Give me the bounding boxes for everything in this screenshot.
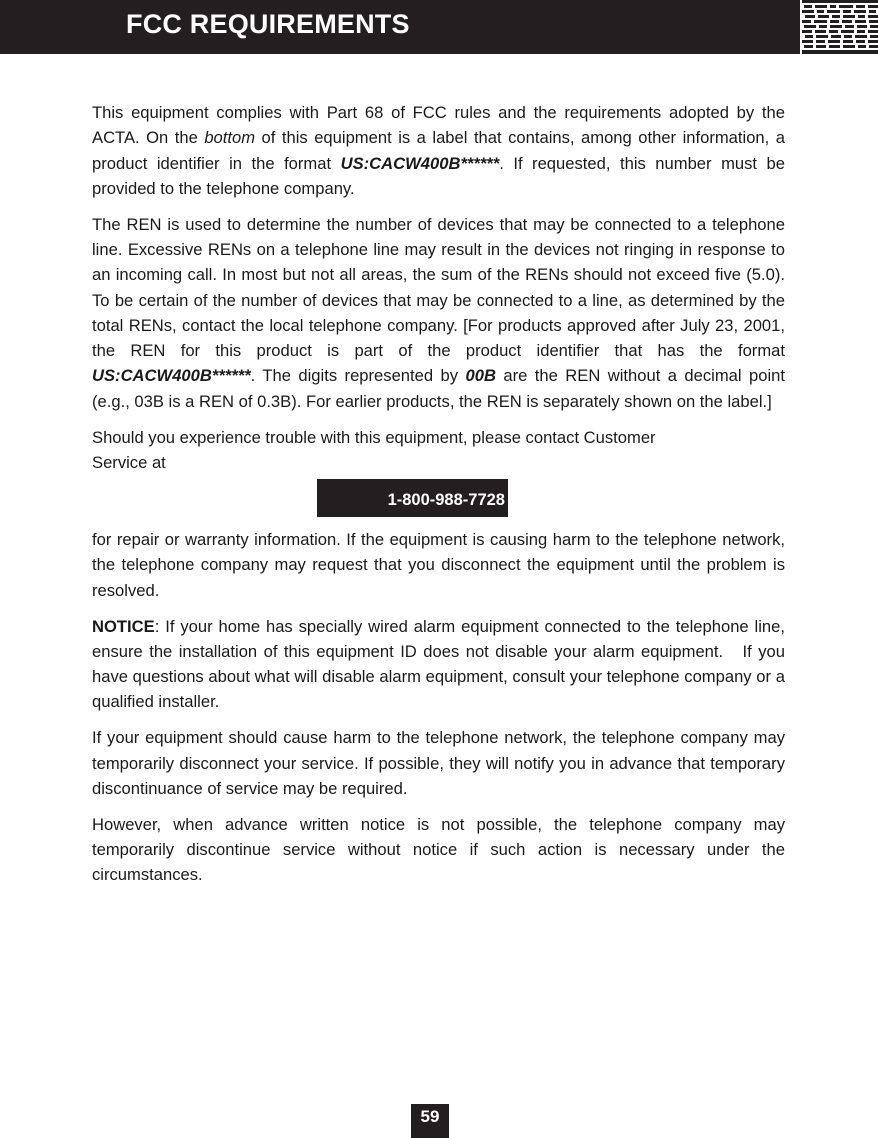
product-identifier: US:CACW400B****** [92,366,251,386]
paragraph-notice [92,614,790,715]
text: Service at [92,452,166,472]
checker-pattern-icon [802,0,878,54]
text: . If requested, this number must be provided to the telephone company. [92,153,785,198]
paragraph-discontinue: However, when advance written notice is not possible, the telephone company may temporarily discontinue service without notice if such action is necessary under the circumstances. [92,814,785,885]
product-identifier: US:CACW400B****** [340,153,500,173]
text: . The digits represented by [250,366,466,386]
phone-number: 1-800-988-7728 [317,479,508,517]
emphasis-text: bottom [204,128,256,148]
paragraph-label-info [92,100,785,201]
page-header [0,0,800,54]
text: The REN is used to determine the number of devices that may be connected to a telephone line. Excessive RENs on a telephone line may result in the devices not ringing in response to an incoming call. In most but not all areas, the sum of the RENs should not exceed five (5.0). To be certain of the number of devices that may be connected to a line, as determined by the total RENs, contact the local telephone company. [For products approved after July 23, 2001, the REN for this product is part of the product identifier that has the format [92,214,785,361]
paragraph-customer-service [92,425,785,476]
paragraph-network-harm: If your equipment should cause harm to the telephone network, the telephone company may temporarily disconnect your service. If possible, they will notify you in advance that temporary discontinuance of service may be required. [92,728,785,798]
text: : If your home has specially wired alarm equipment connected to the telephone line, ensure the installation of this equipment ID does not disable your alarm equipment. If you have questions about what will disable alarm equipment, consult your telephone company or a qualified installer. [92,616,790,712]
paragraph-repair-info: for repair or warranty information. If the equipment is causing harm to the telephone network, the telephone company may request that you disconnect the equipment until the problem is resolved. [92,530,785,600]
page-title: FCC REQUIREMENTS [126,9,410,39]
text: are the REN without a decimal point (e.g., 03B is a REN of 0.3B). For earlier products, the REN is separately shown on the label.] [92,366,785,411]
text: Should you experience trouble with this equipment, please contact Customer [92,427,656,447]
paragraph-ren-info [92,212,785,414]
text: of this equipment is a label that contains, among other information, a product identifier in the format [92,128,785,173]
phone-row [92,479,785,517]
fcc-body [92,100,790,898]
page-number: 59 [411,1104,449,1138]
notice-label: NOTICE [92,616,155,636]
text: This equipment complies with Part 68 of FCC rules and the requirements adopted by the ACTA. On the [92,103,785,148]
ren-digits: 00B [465,366,496,386]
